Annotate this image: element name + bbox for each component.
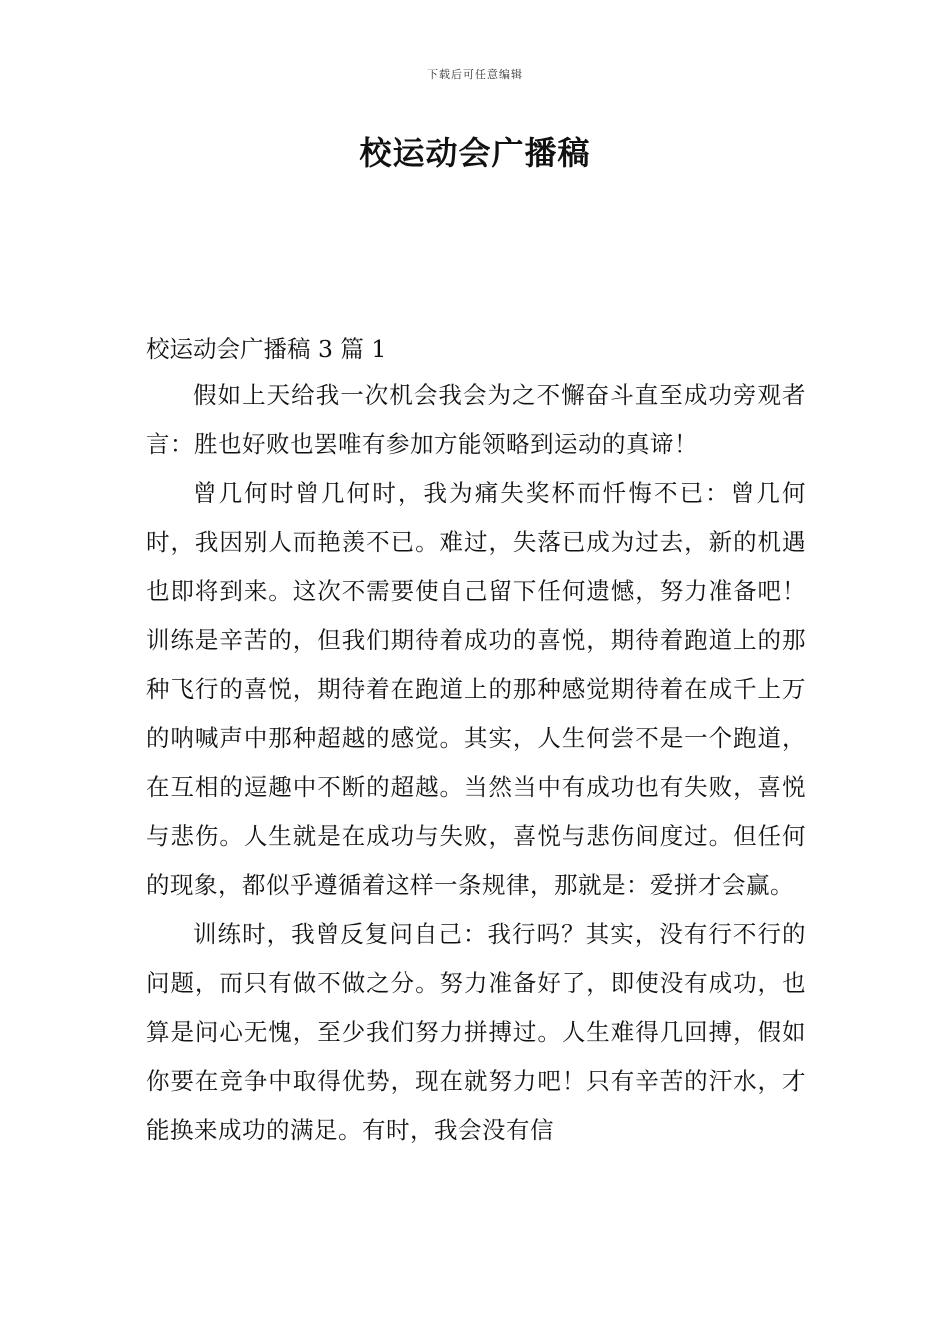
document-title: 校运动会广播稿 (359, 134, 591, 172)
paragraph-3: 训练时，我曾反复问自己：我行吗？其实，没有行不行的问题，而只有做不做之分。努力准备好了，即使没有成功，也算是问心无愧，至少我们努力拼搏过。人生难得几回搏，假如你要在竞争中取得优势，现在就努力吧！只有辛苦的汗水，才能换来成功的满足。有时，我会没有信 (146, 920, 806, 1144)
section-heading: 校运动会广播稿 3 篇 1 (146, 335, 387, 363)
paragraph-1: 假如上天给我一次机会我会为之不懈奋斗直至成功旁观者言：胜也好败也罢唯有参加方能领略到运动的真谛！ (146, 381, 806, 458)
paragraph-2: 曾几何时曾几何时，我为痛失奖杯而忏悔不已：曾几何时，我因别人而艳羡不已。难过，失落已成为过去，新的机遇也即将到来。这次不需要使自己留下任何遗憾，努力准备吧！训练是辛苦的，但我们期待着成功的喜悦，期待着跑道上的那种飞行的喜悦，期待着在跑道上的那种感觉期待着在成千上万的呐喊声中那种超越的感觉。其实，人生何尝不是一个跑道，在互相的逗趣中不断的超越。当然当中有成功也有失败，喜悦与悲伤。人生就是在成功与失败，喜悦与悲伤间度过。但任何的现象，都似乎遵循着这样一条规律，那就是：爱拼才会赢。 (146, 479, 806, 899)
header-note: 下载后可任意编辑 (427, 68, 523, 81)
document-body (146, 330, 806, 1155)
